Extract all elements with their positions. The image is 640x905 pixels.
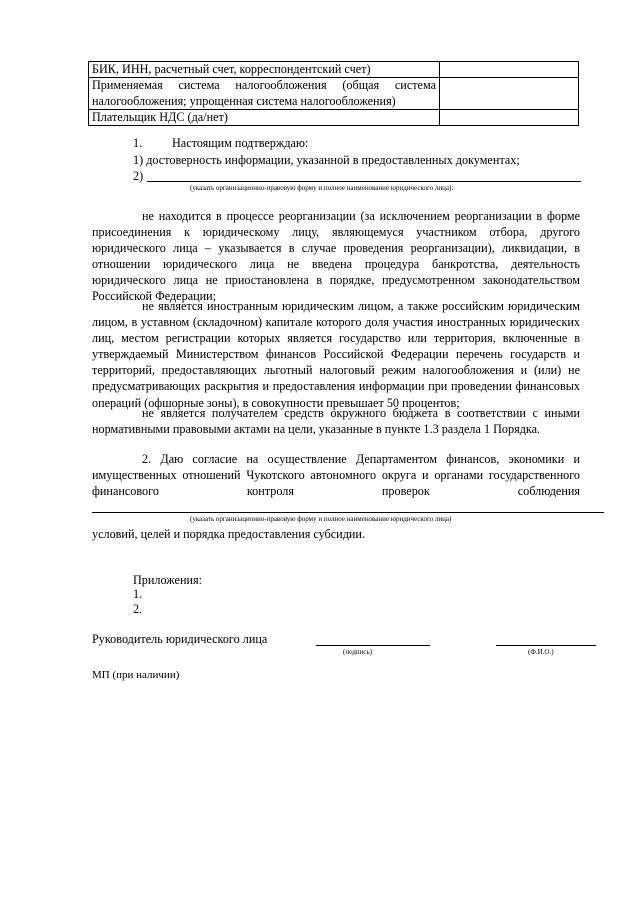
attachment-item: 1. bbox=[133, 587, 143, 601]
table-cell-label-line: налогообложения; упрощенная система налогообложения) bbox=[92, 93, 396, 108]
attachment-item: 2. bbox=[133, 602, 143, 616]
table-cell-value[interactable] bbox=[440, 62, 579, 78]
confirm-item-1: 1) достоверность информации, указанной в предоставленных документах; bbox=[133, 153, 520, 167]
signature-role: Руководитель юридического лица bbox=[92, 632, 268, 646]
paragraph-consent: 2. Даю согласие на осуществление Департаментом финансов, экономики и имущественных отношений Чукотского автономного округа и органами государственного финансового контроля проверок соблюдения bbox=[92, 452, 580, 499]
table-row bbox=[89, 62, 579, 78]
full-name-line[interactable] bbox=[496, 645, 596, 646]
consent-organization-hint: (указать организационно-правовую форму и полное наименование юридического лица) bbox=[190, 515, 452, 523]
table-row bbox=[89, 109, 579, 125]
paragraph-foreign-entity: не является иностранным юридическим лицом, а также российским юридическим лицом, в уставном (складочном) капитале которого доля участия иностранных юридических лиц, местом регистрации которых является государство или территория, включенные в утверждаемый Министерством финансов Российской Федерации перечень государств и территорий, предоставляющих льготный налоговый режим налогообложения и (или) не предусматривающих раскрытия и предоставления информации при проведении финансовых операций (офшорные зоны), в совокупности превышает 50 процентов; bbox=[92, 299, 580, 410]
consent-tail: условий, целей и порядка предоставления субсидии. bbox=[92, 527, 365, 541]
organization-name-line[interactable] bbox=[147, 181, 581, 182]
signature-hint: (подпись) bbox=[343, 648, 373, 656]
paragraph-budget-funds: не является получателем средств окружного бюджета в соответствии с иными нормативными правовыми актами на цели, указанные в пункте 1.3 раздела 1 Порядка. bbox=[92, 406, 580, 437]
stamp-label: МП (при наличии) bbox=[92, 669, 180, 681]
full-name-hint: (Ф.И.О.) bbox=[528, 648, 554, 656]
paragraph-reorganization: не находится в процессе реорганизации (за исключением реорганизации в форме присоединения к юридическому лицу, являющемуся участником отбора, другого юридического лица – указывается в случае проведения реорганизации), ликвидации, в отношении юридического лица не введена процедура банкротства, деятельность юридического лица не приостановлена в порядке, предусмотренном законодательством Российской Федерации; bbox=[92, 209, 580, 304]
confirm-number: 1. bbox=[133, 136, 143, 150]
table-row bbox=[89, 78, 579, 110]
confirm-heading: Настоящим подтверждаю: bbox=[172, 136, 309, 150]
attachments-heading: Приложения: bbox=[133, 573, 202, 587]
table-cell-value[interactable] bbox=[440, 109, 579, 125]
table-cell-label-line: Применяемая система налогообложения (общая система bbox=[92, 78, 436, 93]
signature-line[interactable] bbox=[316, 645, 430, 646]
table-cell-label: Плательщик НДС (да/нет) bbox=[89, 109, 440, 125]
confirm-item-2-prefix: 2) bbox=[133, 169, 144, 183]
table-cell-label bbox=[89, 78, 440, 110]
organization-name-hint: (указать организационно-правовую форму и полное наименование юридического лица): bbox=[190, 184, 454, 192]
table-cell-label: БИК, ИНН, расчетный счет, корреспондентский счет) bbox=[89, 62, 440, 78]
requisites-table bbox=[88, 61, 579, 126]
table-cell-value[interactable] bbox=[440, 78, 579, 110]
consent-organization-line[interactable] bbox=[92, 512, 604, 513]
